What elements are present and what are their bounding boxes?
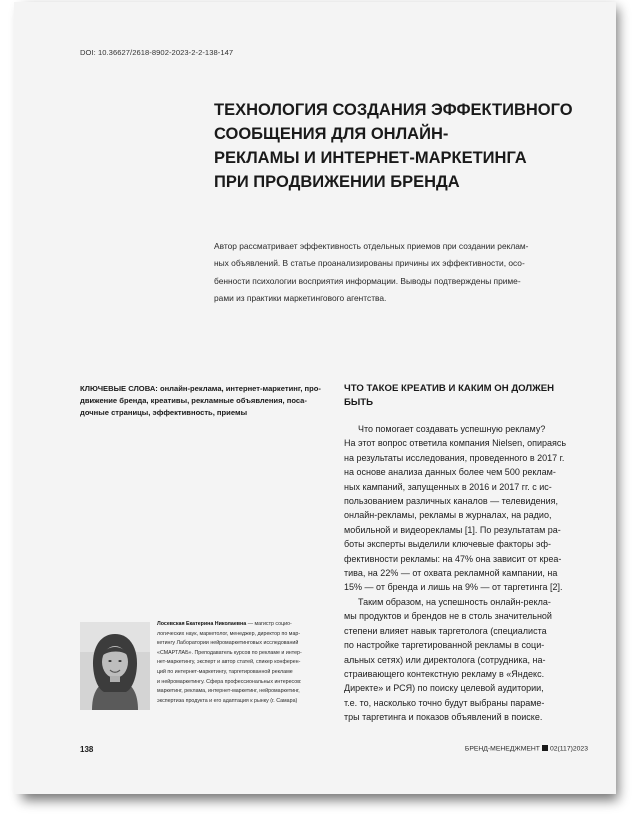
body-line: онлайн-рекламы, рекламы в журналах, на радио, bbox=[344, 510, 552, 521]
author-bio-line: экспертиза продукта и его адаптация к рынку (г. Самара) bbox=[157, 697, 298, 704]
abstract-line: Автор рассматривает эффективность отдельных приемов при создании реклам- bbox=[214, 241, 529, 251]
abstract-line: рами из практики маркетингового агентства. bbox=[214, 292, 387, 303]
keywords-line: дочные страницы, эффективность, приемы bbox=[80, 407, 248, 417]
author-bio bbox=[157, 620, 327, 706]
section-heading-line: БЫТЬ bbox=[344, 396, 374, 408]
title-line: ПРИ ПРОДВИЖЕНИИ БРЕНДА bbox=[214, 173, 460, 191]
journal-name: БРЕНД-МЕНЕДЖМЕНТ bbox=[464, 745, 540, 753]
body-line: степени влияет навык таргетолога (специалиста bbox=[344, 625, 547, 636]
body-line: Директе» и РСЯ) по поиску целевой аудитории, bbox=[344, 683, 544, 694]
body-line: мобильной и видеорекламы [1]. По результатам ра- bbox=[344, 524, 561, 535]
journal-footer bbox=[465, 745, 588, 753]
author-bio-line: «СМАРТЛАБ». Преподаватель курсов по рекламе и интер- bbox=[157, 649, 302, 656]
section-heading-line: ЧТО ТАКОЕ КРЕАТИВ И КАКИМ ОН ДОЛЖЕН bbox=[344, 383, 555, 394]
abstract-line: бенности психологии восприятия информации. Выводы подтверждены приме- bbox=[214, 275, 521, 286]
keywords-line: движение бренда, креативы, рекламные объявления, поса- bbox=[80, 395, 307, 405]
body-line: 15% — от бренда и лишь на 9% — от таргетинга [2]. bbox=[344, 582, 563, 593]
page-number: 138 bbox=[80, 745, 94, 754]
keywords-block bbox=[80, 383, 325, 418]
author-bio-line: логических наук, маркетолог, менеджер, директор по мар- bbox=[157, 630, 301, 637]
section-heading bbox=[344, 382, 604, 409]
author-bio-line: нет-маркетингу, эксперт и автор статей, спикер конферен- bbox=[157, 659, 301, 666]
square-separator-icon bbox=[542, 745, 548, 751]
body-line: т.е. то, насколько точно будут выбраны параме- bbox=[344, 697, 545, 708]
author-bio-line: маркетинг, реклама, интернет-маркетинг, нейромаркетинг, bbox=[157, 688, 300, 695]
title-line: РЕКЛАМЫ И ИНТЕРНЕТ-МАРКЕТИНГА bbox=[214, 149, 527, 167]
body-text bbox=[344, 422, 606, 725]
body-line: На этот вопрос ответила компания Nielsen, опираясь bbox=[344, 438, 567, 449]
body-line: страивающего контекстную рекламу в «Яндекс. bbox=[344, 668, 545, 679]
author-bio-line bbox=[157, 620, 327, 630]
body-line: Что помогает создавать успешную рекламу? bbox=[358, 424, 546, 434]
body-line: Таким образом, на успешность онлайн-рекла- bbox=[358, 596, 551, 607]
body-line: ных кампаний, запущенных в 2016 и 2017 гг. с ис- bbox=[344, 481, 552, 492]
abstract-line: ных объявлений. В статье проанализированы причины их эффективности, осо- bbox=[214, 258, 525, 269]
body-line: на основе анализа данных более чем 500 реклам- bbox=[344, 467, 556, 478]
author-bio-line: и нейромаркетингу. Сфера профессиональных интересов: bbox=[157, 678, 302, 685]
body-line: тры таргетинга и показов объявлений в поиске. bbox=[344, 712, 543, 723]
title-line: ТЕХНОЛОГИЯ СОЗДАНИЯ ЭФФЕКТИВНОГО bbox=[214, 101, 573, 119]
author-photo bbox=[80, 622, 150, 710]
body-line: на результаты исследования, проведенного в 2017 г. bbox=[344, 452, 565, 463]
body-line: боты эксперты выделили ключевые факторы эф- bbox=[344, 539, 551, 550]
body-line: альных сетях) или директолога (сотрудника, на- bbox=[344, 654, 546, 665]
title-line: СООБЩЕНИЯ ДЛЯ ОНЛАЙН- bbox=[214, 125, 449, 143]
body-line: мы продуктов и брендов не в столь значительной bbox=[344, 611, 552, 622]
doi-label: DOI: 10.36627/2618-8902-2023-2-2-138-147 bbox=[80, 48, 234, 57]
author-bio-line: — магистр социо- bbox=[246, 621, 292, 627]
author-portrait-icon bbox=[80, 622, 150, 710]
body-line: пользованием различных каналов — телевидения, bbox=[344, 496, 559, 507]
author-bio-line: кетингу Лаборатории нейромаркетинговых исследований bbox=[157, 640, 299, 647]
author-name: Лосевская Екатерина Николаевна bbox=[157, 621, 247, 627]
author-bio-line: ций по интернет-маркетингу, таргетированной рекламе bbox=[157, 668, 293, 675]
body-line: тива, на 22% — от охвата рекламной кампании, на bbox=[344, 568, 558, 579]
article-abstract bbox=[214, 238, 592, 307]
body-line: по настройке таргетированной рекламы в соци- bbox=[344, 640, 545, 651]
journal-page bbox=[14, 2, 616, 794]
article-title bbox=[214, 98, 594, 194]
keywords-line: КЛЮЧЕВЫЕ СЛОВА: онлайн-реклама, интернет-маркетинг, про- bbox=[80, 384, 321, 393]
body-line: фективности рекламы: на 47% она зависит от креа- bbox=[344, 553, 562, 564]
journal-issue: 02(117)2023 bbox=[549, 745, 588, 753]
